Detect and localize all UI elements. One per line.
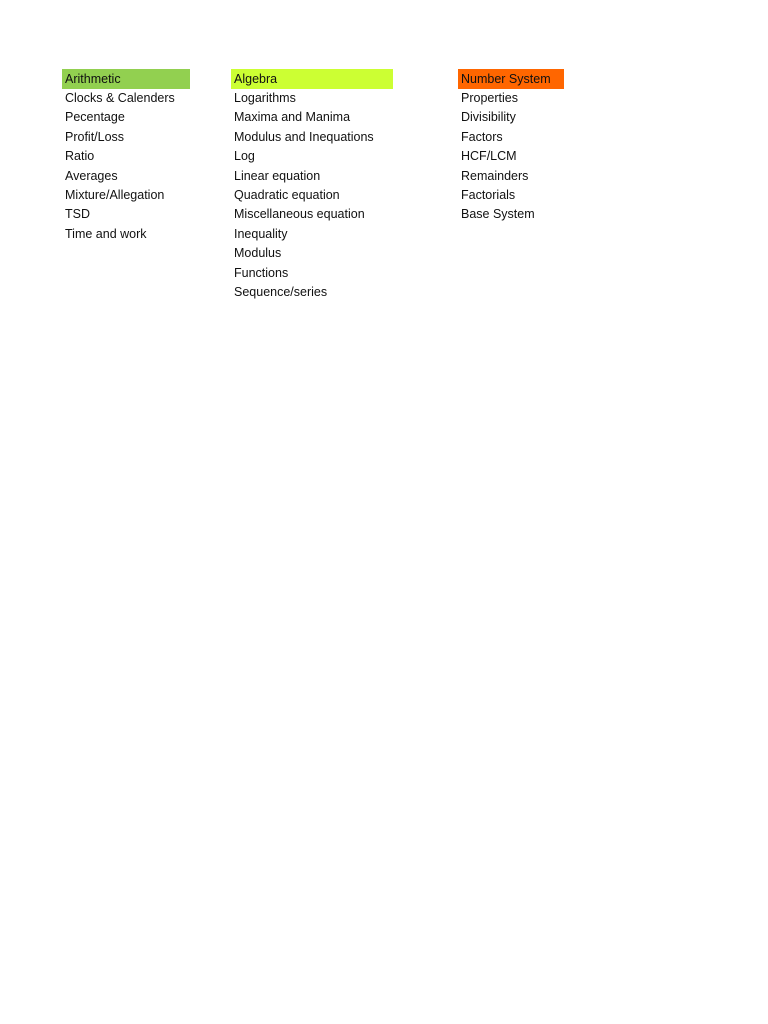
- algebra-topic: Functions: [234, 265, 289, 280]
- algebra-topic: Linear equation: [234, 168, 321, 183]
- algebra-topic: Quadratic equation: [234, 187, 340, 202]
- number-system-topic: Remainders: [461, 168, 529, 183]
- arithmetic-topic: Profit/Loss: [65, 129, 125, 144]
- arithmetic-topic: Averages: [65, 168, 118, 183]
- algebra-topic: Inequality: [234, 226, 288, 241]
- number-system-topic: Factorials: [461, 187, 516, 202]
- arithmetic-topic: Clocks & Calenders: [65, 91, 175, 105]
- number-system-topic: Base System: [461, 207, 535, 222]
- algebra-topic: Modulus and Inequations: [234, 129, 374, 144]
- number-system-column: [458, 69, 564, 225]
- arithmetic-topic: Ratio: [65, 149, 95, 164]
- number-system-topic: Factors: [461, 129, 503, 144]
- algebra-topic: Log: [234, 149, 255, 164]
- algebra-column: [231, 69, 393, 302]
- arithmetic-topic: TSD: [65, 207, 90, 222]
- number-system-header: Number System: [458, 69, 564, 89]
- number-system-topic: Properties: [461, 91, 518, 105]
- algebra-topic: Sequence/series: [234, 284, 328, 299]
- algebra-topic: Modulus: [234, 246, 282, 261]
- number-system-topic: Divisibility: [461, 110, 516, 125]
- algebra-topic: Logarithms: [234, 91, 296, 105]
- arithmetic-column: [62, 69, 190, 244]
- algebra-header: Algebra: [231, 69, 393, 89]
- arithmetic-topic: Pecentage: [65, 110, 125, 125]
- arithmetic-topic: Mixture/Allegation: [65, 187, 165, 202]
- arithmetic-header: Arithmetic: [62, 69, 190, 89]
- algebra-topic: Maxima and Manima: [234, 110, 351, 125]
- algebra-topic: Miscellaneous equation: [234, 207, 365, 222]
- arithmetic-topic: Time and work: [65, 226, 147, 241]
- number-system-topic: HCF/LCM: [461, 149, 517, 164]
